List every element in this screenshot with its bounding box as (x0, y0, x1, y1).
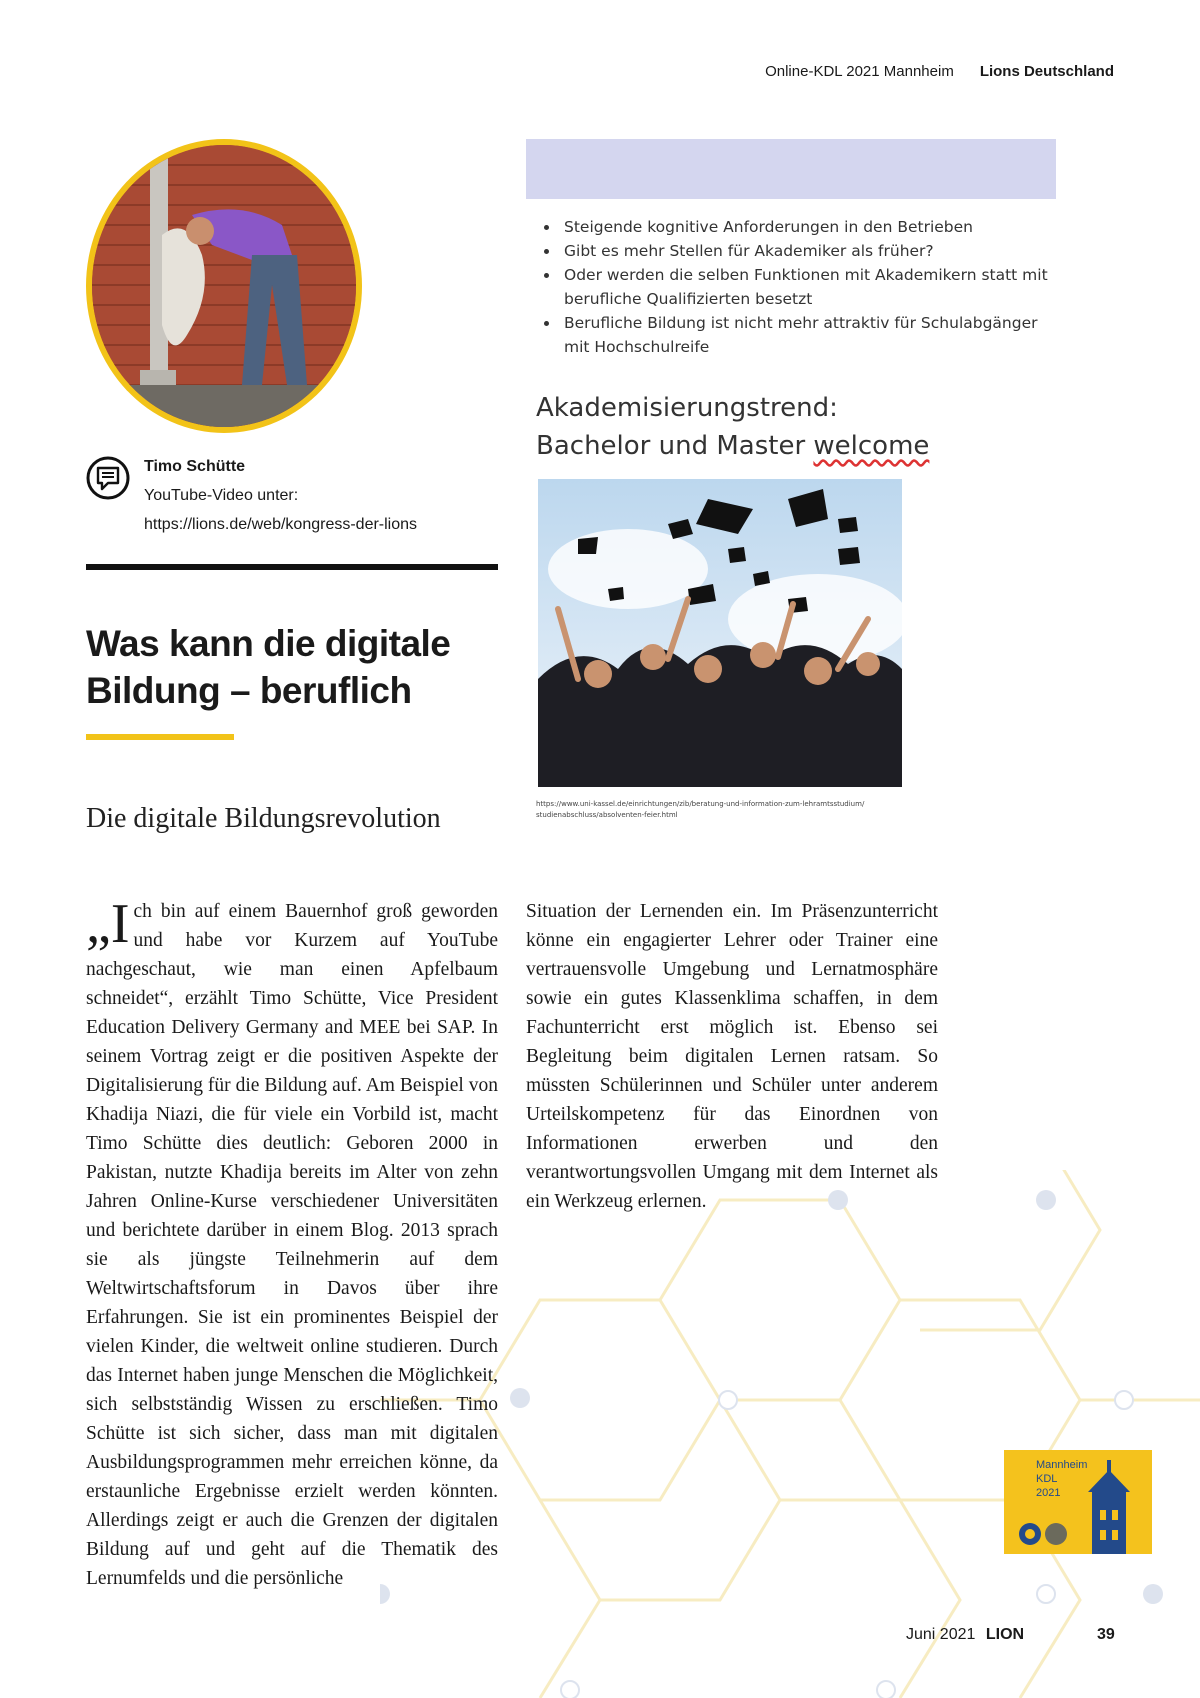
hexagon-pattern (380, 1170, 1200, 1698)
page-number: 39 (1097, 1626, 1115, 1643)
footer-magazine: LION (985, 1626, 1025, 1643)
caption-url[interactable]: https://lions.de/web/kongress-der-lions (144, 516, 418, 533)
page-header (765, 63, 1114, 80)
badge-line1: Mannheim (1036, 1459, 1088, 1471)
drop-cap-letter: I (110, 893, 130, 955)
kdl-badge (1004, 1450, 1152, 1554)
drop-cap (86, 893, 130, 955)
slide-header-band (526, 139, 1056, 199)
badge-line2: KDL (1036, 1473, 1058, 1485)
graduation-photo (538, 479, 902, 787)
article-subtitle: Die digitale Bildungsrevolution (86, 803, 441, 834)
caption-name: Timo Schütte (144, 458, 246, 475)
slide-title-line2: Bachelor und Master (536, 431, 806, 461)
portrait-image (92, 145, 356, 427)
slide-title-line1: Akademisierungstrend: (536, 393, 838, 423)
caption-line1: YouTube-Video unter: (144, 487, 299, 504)
water-tower-icon (1004, 1450, 1152, 1554)
portrait-photo (86, 139, 362, 433)
article-column-2: Situation der Lernenden ein. Im Präsenzunterricht könne ein engagierter Lehrer oder Trainer eine vertrauensvolle Umgebung und Lernatmosphäre sowie ein gutes Klassenklima schaffen, in dem Fachunterricht erst möglich ist. Ebenso sei Begleitung beim digitalen Lernen ratsam. So müssten Schülerinnen und Schüler unter anderem Urteilskompetenz für das Einordnen von Informationen erwerben und den verantwortungsvollen Umgang mit dem Internet als ein Werkzeug erlernen. (526, 901, 938, 1212)
slide-bullet: • Gibt es mehr Stellen für Akademiker als früher? (560, 239, 1060, 263)
drop-cap-quote: „ (86, 893, 111, 955)
graduation-image (538, 479, 902, 787)
column-1-text: ch bin auf einem Bauernhof groß geworden und habe vor Kurzem auf YouTube nachgeschaut, wie man einen Apfelbaum schneidet“, erzählt Timo Schütte, Vice President Education Delivery Germany and MEE bei SAP. In seinem Vortrag zeigt er die positiven Aspekte der Digitalisierung für die Bildung auf. Am Beispiel von Khadija Niazi, die für viele ein Vorbild ist, macht Timo Schütte dies deutlich: Geboren 2000 in Pakistan, nutzte Khadija bereits im Alter von zehn Jahren Online-Kurse verschiedener Universitäten und berichtete darüber in einem Blog. 2013 sprach sie als jüngste Teilnehmerin auf dem Weltwirtschaftsforum in Davos über ihre Erfahrungen. Sie ist ein prominentes Beispiel der vielen Kinder, die weltweit online studieren. Durch das Internet haben junge Menschen die Möglichkeit, sich selbstständig Wissen zu erschließen. Timo Schütte ist sich sicher, dass man mit digitalen Ausbildungsprogrammen mehr erreichen könne, da erstaunliche Ergebnisse erzielt werden könnten. Allerdings zeigt er auch die Grenzen der digitalen Bildung auf und geht auf die Thematik des Lernumfelds und die persönliche (86, 901, 498, 1589)
slide-title-word: welcome (813, 431, 930, 461)
footer-month: Juni 2021 (906, 1626, 976, 1643)
slide-bullet: • Oder werden die selben Funktionen mit Akademikern statt mit berufliche Qualifizierten besetzt (560, 263, 1060, 311)
headline-underline (86, 734, 234, 740)
speech-bubble-icon (86, 456, 130, 500)
slide-source (536, 799, 996, 821)
article-headline: Was kann die digitale Bildung – beruflich (86, 623, 451, 711)
badge-line3: 2021 (1036, 1487, 1061, 1499)
slide-bullet: • Berufliche Bildung ist nicht mehr attraktiv für Schulabgänger mit Hochschulreife (560, 311, 1060, 359)
header-org: Lions Deutschland (979, 63, 1114, 80)
slide-bullet-list (540, 215, 1060, 359)
header-event: Online-KDL 2021 Mannheim (765, 63, 954, 80)
slide-bullet: • Steigende kognitive Anforderungen in den Betrieben (560, 215, 1060, 239)
article-column-1 (86, 893, 498, 1593)
page-footer (906, 1626, 1024, 1644)
slide-source-line2[interactable]: studienabschluss/absolventen-feier.html (536, 811, 678, 819)
presentation-slide (526, 139, 1056, 831)
divider-rule (86, 564, 498, 570)
slide-source-line1[interactable]: https://www.uni-kassel.de/einrichtungen/zib/beratung-und-information-zum-lehramtsstudium/ (536, 800, 865, 808)
slide-title (536, 389, 929, 465)
